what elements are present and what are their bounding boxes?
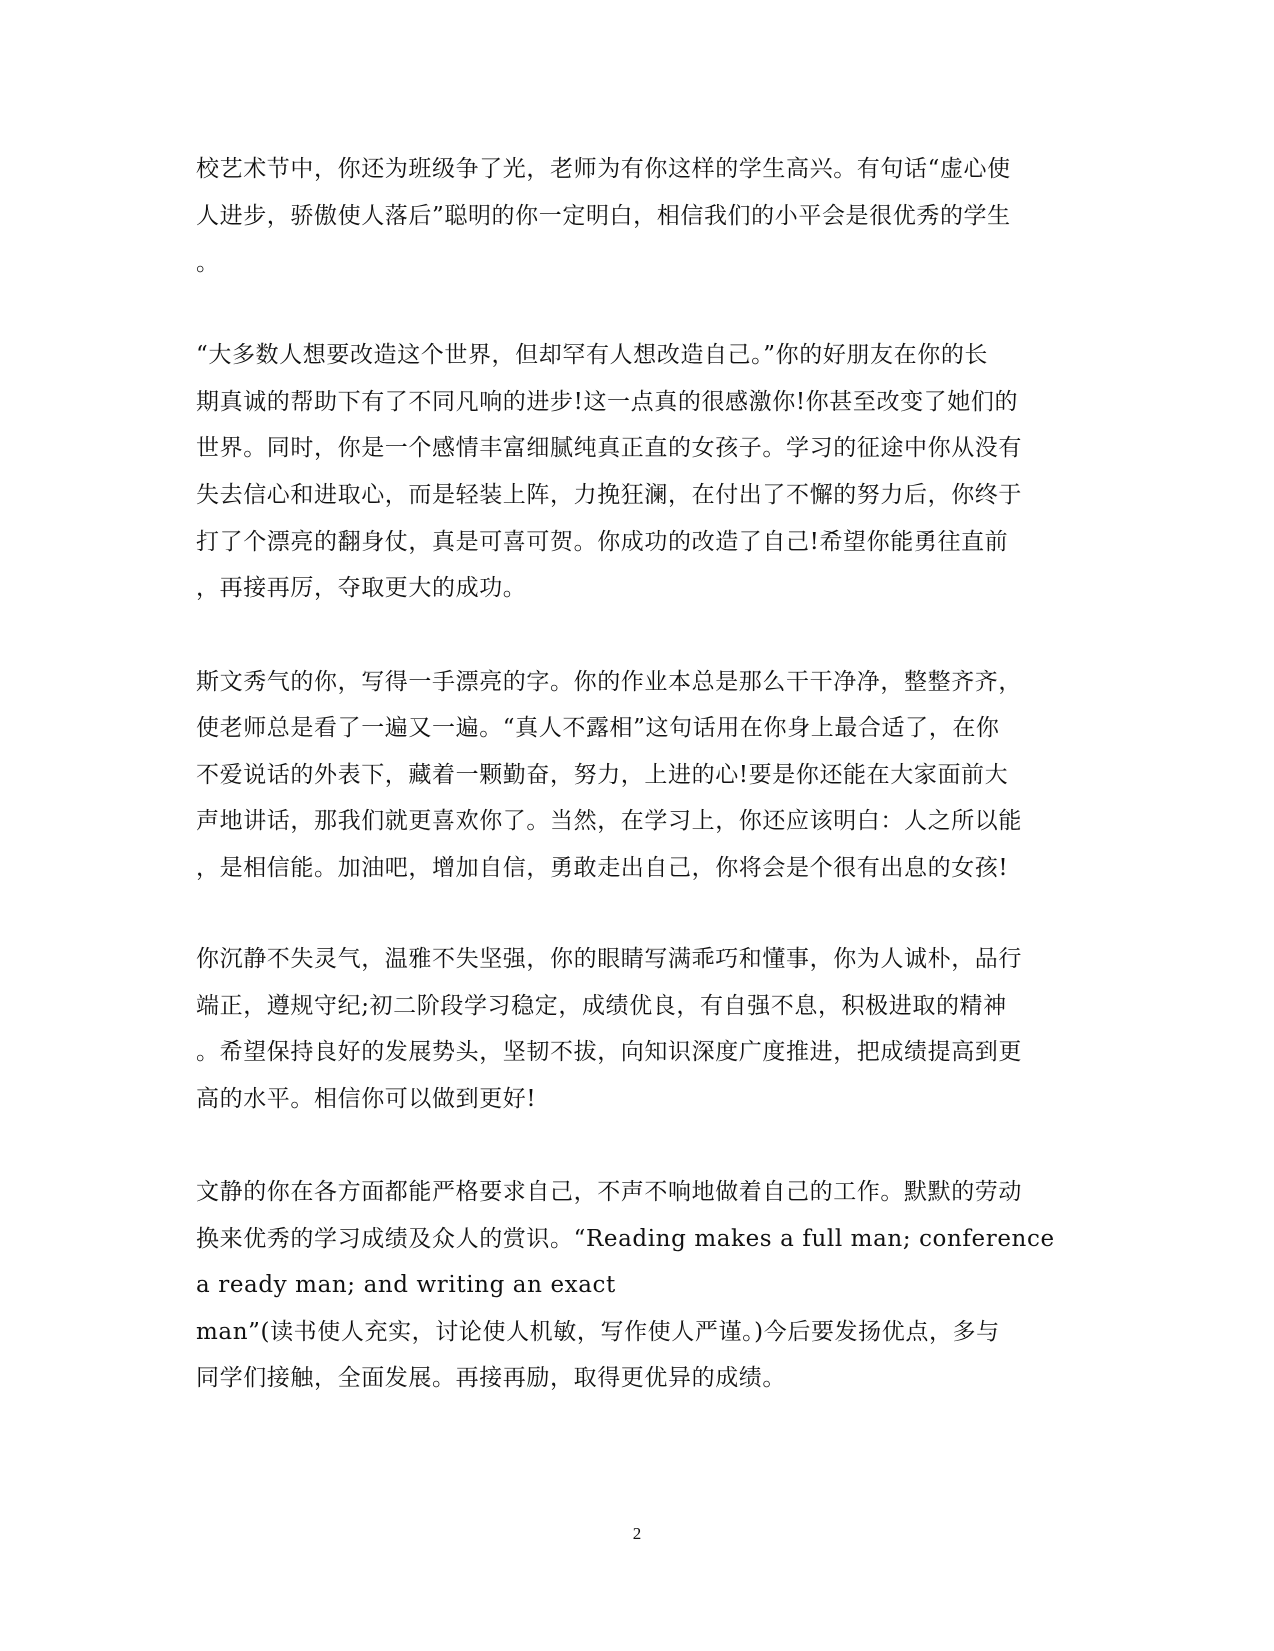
paragraph-line: 高的水平。相信你可以做到更好!: [196, 1086, 537, 1112]
paragraph-line: 期真诚的帮助下有了不同凡响的进步!这一点真的很感激你!你甚至改变了她们的: [196, 389, 1019, 415]
paragraph-line: a ready man; and writing an exact: [196, 1272, 616, 1298]
paragraph-line: 你沉静不失灵气，温雅不失坚强，你的眼睛写满乖巧和懂事，你为人诚朴，品行: [196, 946, 1022, 972]
paragraph-line: 打了个漂亮的翻身仗，真是可喜可贺。你成功的改造了自己!希望你能勇往直前: [196, 529, 1009, 555]
paragraph-line: 使老师总是看了一遍又一遍。“真人不露相”这句话用在你身上最合适了，在你: [196, 715, 1000, 741]
paragraph-line: 文静的你在各方面都能严格要求自己，不声不响地做着自己的工作。默默的劳动: [196, 1179, 1022, 1205]
paragraph-line: 失去信心和进取心，而是轻装上阵，力挽狂澜，在付出了不懈的努力后，你终于: [196, 482, 1022, 508]
page-number: 2: [632, 1524, 642, 1543]
paragraph-line: 校艺术节中，你还为班级争了光，老师为有你这样的学生高兴。有句话“虚心使: [196, 156, 1011, 182]
paragraph-line: 世界。同时，你是一个感情丰富细腻纯真正直的女孩子。学习的征途中你从没有: [196, 435, 1022, 461]
paragraph-line: 。希望保持良好的发展势头，坚韧不拔，向知识深度广度推进，把成绩提高到更: [196, 1039, 1022, 1065]
paragraph-line: man”(读书使人充实，讨论使人机敏，写作使人严谨。)今后要发扬优点，多与: [196, 1319, 1000, 1345]
paragraph-line: 换来优秀的学习成绩及众人的赏识。“Reading makes a full man; conference: [196, 1226, 1055, 1252]
paragraph-line: “大多数人想要改造这个世界，但却罕有人想改造自己。”你的好朋友在你的长: [196, 342, 989, 368]
paragraph-line: 人进步，骄傲使人落后”聪明的你一定明白，相信我们的小平会是很优秀的学生: [196, 203, 1011, 229]
paragraph-line: 同学们接触，全面发展。再接再励，取得更优异的成绩。: [196, 1365, 786, 1391]
paragraph-line: 斯文秀气的你，写得一手漂亮的字。你的作业本总是那么干干净净，整整齐齐，: [196, 669, 1022, 695]
paragraph-line: 声地讲话，那我们就更喜欢你了。当然，在学习上，你还应该明白：人之所以能: [196, 808, 1022, 834]
paragraph-line: 。: [196, 250, 220, 276]
paragraph-line: ，是相信能。加油吧，增加自信，勇敢走出自己，你将会是个很有出息的女孩!: [196, 855, 1009, 881]
paragraph-line: 不爱说话的外表下，藏着一颗勤奋，努力，上进的心!要是你还能在大家面前大: [196, 762, 1009, 788]
paragraph-line: 端正，遵规守纪;初二阶段学习稳定，成绩优良，有自强不息，积极进取的精神: [196, 993, 1007, 1019]
paragraph-line: ，再接再厉，夺取更大的成功。: [196, 575, 527, 601]
